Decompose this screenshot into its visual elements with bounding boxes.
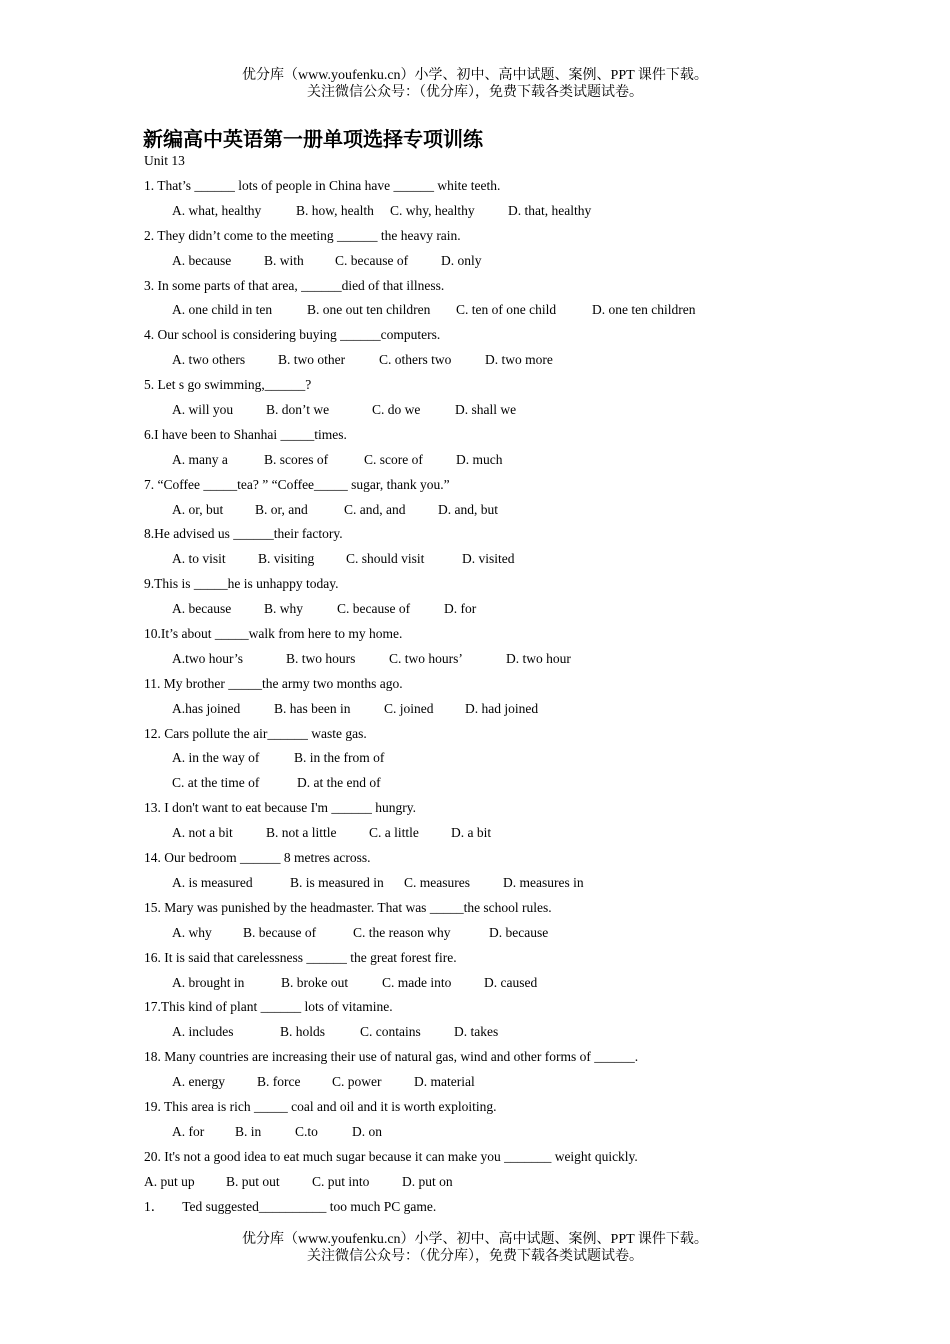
answer-option: D. on — [352, 1123, 382, 1139]
options-row — [144, 1070, 864, 1095]
answer-option: C. do we — [372, 402, 421, 418]
answer-option: B. why — [264, 601, 304, 617]
options-row — [144, 348, 864, 373]
question-text: 11. My brother _____the army two months ago. — [144, 675, 403, 691]
question-stem — [144, 174, 864, 199]
question-text: 4. Our school is considering buying ______computers. — [144, 327, 441, 343]
answer-option: D. put on — [402, 1173, 453, 1189]
question-list — [144, 174, 864, 1219]
answer-option: A. includes — [172, 1024, 234, 1040]
answer-option: B. because of — [243, 924, 317, 940]
options-row — [144, 298, 864, 323]
question-stem — [144, 722, 864, 747]
answer-option: D. much — [456, 451, 503, 467]
answer-option: A. energy — [172, 1074, 225, 1090]
answer-option: A. brought in — [172, 974, 245, 990]
answer-option: A. not a bit — [172, 825, 233, 841]
answer-option: B. is measured in — [290, 874, 384, 890]
question-text: 9.This is _____he is unhappy today. — [144, 576, 339, 592]
answer-option: D. and, but — [438, 501, 498, 517]
answer-option: A. two others — [172, 352, 246, 368]
options-row — [144, 697, 864, 722]
question-stem — [144, 522, 864, 547]
answer-option: C. two hours’ — [389, 650, 463, 666]
answer-option: D. two more — [485, 352, 553, 368]
answer-option: B. visiting — [258, 551, 315, 567]
question-text: 13. I don't want to eat because I'm ______ hungry. — [144, 800, 417, 816]
question-stem — [144, 373, 864, 398]
answer-option: D. for — [444, 601, 477, 617]
answer-option: C. others two — [379, 352, 452, 368]
answer-option: C. made into — [382, 974, 452, 990]
page-title: 新编高中英语第一册单项选择专项训练 — [143, 127, 483, 151]
page-footer — [0, 1231, 950, 1265]
answer-option: D. because — [489, 924, 549, 940]
question-text: 2. They didn’t come to the meeting ______ the heavy rain. — [144, 227, 461, 243]
answer-option: B. in — [235, 1123, 262, 1139]
question-stem — [144, 323, 864, 348]
answer-option: B. two other — [278, 352, 346, 368]
answer-option: D. had joined — [465, 700, 539, 716]
answer-option: A. many a — [172, 451, 228, 467]
options-row — [144, 498, 864, 523]
question-stem — [144, 796, 864, 821]
answer-option: A. in the way of — [172, 750, 260, 766]
question-stem — [144, 473, 864, 498]
answer-option: B. how, health — [296, 202, 374, 218]
options-row — [144, 746, 864, 771]
answer-option: C. power — [332, 1074, 382, 1090]
answer-option: D. material — [414, 1074, 475, 1090]
answer-option: C. why, healthy — [390, 202, 475, 218]
answer-option: B. not a little — [266, 825, 337, 841]
answer-option: A. because — [172, 601, 232, 617]
answer-option: A. what, healthy — [172, 202, 262, 218]
answer-option: B. don’t we — [266, 402, 330, 418]
answer-option: A. to visit — [172, 551, 226, 567]
options-row — [144, 821, 864, 846]
answer-option: D. only — [441, 252, 482, 268]
question-text: 5. Let s go swimming,______? — [144, 377, 312, 393]
answer-option: A. for — [172, 1123, 205, 1139]
answer-option: B. two hours — [286, 650, 356, 666]
next-section-question — [144, 1195, 864, 1220]
answer-option: C. score of — [364, 451, 423, 467]
answer-option: D. a bit — [451, 825, 492, 841]
answer-option: C. the reason why — [353, 924, 451, 940]
answer-option: B. holds — [280, 1024, 326, 1040]
options-row — [144, 448, 864, 473]
options-row — [144, 1020, 864, 1045]
options-row — [144, 871, 864, 896]
answer-option: D. shall we — [455, 402, 517, 418]
answer-option: B. scores of — [264, 451, 329, 467]
answer-option: D. measures in — [503, 874, 584, 890]
answer-option: B. or, and — [255, 501, 308, 517]
answer-option: C. joined — [384, 700, 434, 716]
answer-option: D. caused — [484, 974, 538, 990]
footer-line-1: 优分库（www.youfenku.cn）小学、初中、高中试题、案例、PPT 课件下载。 — [242, 1232, 708, 1247]
question-text: 16. It is said that carelessness ______ the great forest fire. — [144, 949, 457, 965]
answer-option: D. one ten children — [592, 302, 696, 318]
question-text: 20. It's not a good idea to eat much sugar because it can make you _______ weight quickly. — [144, 1148, 638, 1164]
answer-option: C. at the time of — [172, 775, 260, 791]
answer-option: A. one child in ten — [172, 302, 273, 318]
options-row — [144, 1170, 864, 1195]
question-stem — [144, 572, 864, 597]
header-line-1: 优分库（www.youfenku.cn）小学、初中、高中试题、案例、PPT 课件下载。 — [242, 68, 708, 83]
question-stem — [144, 224, 864, 249]
question-stem — [144, 896, 864, 921]
answer-option: B. force — [257, 1074, 301, 1090]
question-text: 1. That’s ______ lots of people in China have ______ white teeth. — [144, 178, 501, 193]
question-stem — [144, 846, 864, 871]
question-stem — [144, 423, 864, 448]
options-row — [144, 547, 864, 572]
answer-option: A. put up — [144, 1173, 195, 1189]
question-stem — [144, 672, 864, 697]
answer-option: C. put into — [312, 1173, 370, 1189]
answer-option: B. put out — [226, 1173, 280, 1189]
options-row — [144, 1120, 864, 1145]
options-row — [144, 771, 864, 796]
options-row — [144, 199, 864, 224]
answer-option: B. broke out — [281, 974, 349, 990]
answer-option: A. because — [172, 252, 232, 268]
question-stem — [144, 622, 864, 647]
answer-option: D. takes — [454, 1024, 499, 1040]
options-row — [144, 597, 864, 622]
question-number: 1． — [144, 1198, 165, 1214]
answer-option: C. a little — [369, 825, 419, 841]
header-line-2: 关注微信公众号：（优分库），免费下载各类试题试卷。 — [307, 85, 643, 100]
question-text: 10.It’s about _____walk from here to my home. — [144, 626, 403, 642]
answer-option: D. at the end of — [297, 775, 381, 791]
question-text: 12. Cars pollute the air______ waste gas. — [144, 725, 367, 741]
answer-option: C. because of — [337, 601, 411, 617]
options-row — [144, 398, 864, 423]
question-text: 18. Many countries are increasing their use of natural gas, wind and other forms of ______. — [144, 1049, 639, 1065]
answer-option: C. and, and — [344, 501, 406, 517]
answer-option: A. or, but — [172, 501, 224, 517]
answer-option: B. in the from of — [294, 750, 385, 766]
options-row — [144, 249, 864, 274]
question-text: 14. Our bedroom ______ 8 metres across. — [144, 850, 371, 866]
question-text: 17.This kind of plant ______ lots of vitamine. — [144, 999, 393, 1015]
question-text: 7. “Coffee _____tea? ” “Coffee_____ sugar, thank you.” — [144, 476, 450, 492]
answer-option: D. two hour — [506, 650, 571, 666]
question-stem — [144, 946, 864, 971]
question-text: Ted suggested__________ too much PC game. — [182, 1198, 437, 1214]
page-header — [0, 67, 950, 101]
options-row — [144, 971, 864, 996]
question-text: 15. Mary was punished by the headmaster. That was _____the school rules. — [144, 899, 552, 915]
answer-option: D. that, healthy — [508, 202, 592, 218]
question-text: 3. In some parts of that area, ______died of that illness. — [144, 277, 445, 293]
answer-option: B. with — [264, 252, 304, 268]
question-stem — [144, 995, 864, 1020]
options-row — [144, 647, 864, 672]
answer-option: A.has joined — [172, 700, 241, 716]
answer-option: C.to — [295, 1123, 318, 1139]
options-row — [144, 921, 864, 946]
answer-option: C. ten of one child — [456, 302, 557, 318]
question-stem — [144, 1045, 864, 1070]
answer-option: C. because of — [335, 252, 409, 268]
question-text: 8.He advised us ______their factory. — [144, 526, 343, 542]
answer-option: A. why — [172, 924, 212, 940]
unit-label: Unit 13 — [144, 153, 185, 168]
answer-option: A. is measured — [172, 874, 253, 890]
answer-option: C. contains — [360, 1024, 421, 1040]
answer-option: C. measures — [404, 874, 470, 890]
question-text: 6.I have been to Shanhai _____times. — [144, 426, 347, 442]
answer-option: B. has been in — [274, 700, 351, 716]
question-stem — [144, 1145, 864, 1170]
answer-option: D. visited — [462, 551, 515, 567]
question-stem — [144, 1095, 864, 1120]
answer-option: B. one out ten children — [307, 302, 431, 318]
footer-line-2: 关注微信公众号：（优分库），免费下载各类试题试卷。 — [307, 1249, 643, 1264]
answer-option: C. should visit — [346, 551, 425, 567]
question-text: 19. This area is rich _____ coal and oil and it is worth exploiting. — [144, 1098, 497, 1114]
answer-option: A. will you — [172, 402, 234, 418]
question-stem — [144, 274, 864, 299]
answer-option: A.two hour’s — [172, 650, 244, 666]
